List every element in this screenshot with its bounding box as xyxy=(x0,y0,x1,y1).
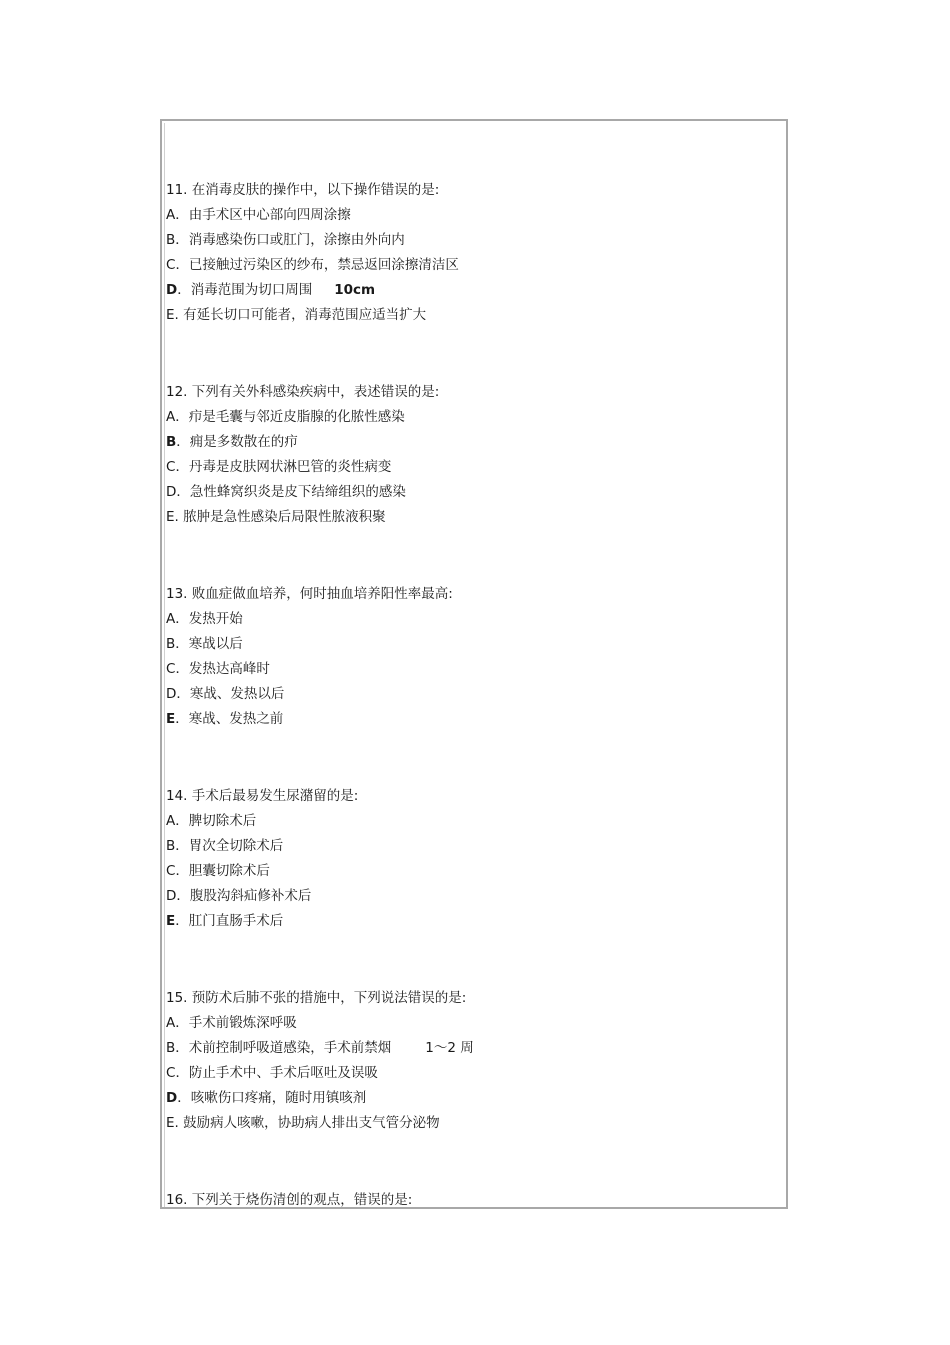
option-text: ．消毒感染伤口或肛门，涂擦由外向内 xyxy=(175,232,405,248)
option-a xyxy=(166,405,781,430)
option-text: ．防止手术中、手术后呕吐及误吸 xyxy=(175,1065,378,1081)
option-letter: C xyxy=(166,863,176,879)
option-text: ．术前控制呼吸道感染，手术前禁烟 xyxy=(175,1040,392,1056)
option-e xyxy=(166,303,781,328)
option-text: ．发热达高峰时 xyxy=(175,661,270,677)
option-text: ．胃次全切除术后 xyxy=(175,838,284,854)
option-letter: A xyxy=(166,813,176,829)
option-text: ．胆囊切除术后 xyxy=(175,863,270,879)
option-text: . 脓肿是急性感染后局限性脓液积聚 xyxy=(174,509,386,525)
question-stem: 11. 在消毒皮肤的操作中，以下操作错误的是: xyxy=(166,182,440,198)
document-frame xyxy=(160,119,788,1209)
option-text: ．咳嗽伤口疼痛，随时用镇咳剂 xyxy=(177,1090,367,1106)
option-text: ．腹股沟斜疝修补术后 xyxy=(176,888,312,904)
option-text: ．脾切除术后 xyxy=(175,813,257,829)
question-15 xyxy=(166,986,781,1136)
question-14 xyxy=(166,784,781,934)
option-letter: A xyxy=(166,1015,176,1031)
option-letter: B xyxy=(166,232,176,248)
option-text: . 有延长切口可能者，消毒范围应适当扩大 xyxy=(174,307,427,323)
option-e xyxy=(166,909,781,934)
question-11 xyxy=(166,178,781,328)
option-letter: D xyxy=(166,1090,178,1106)
option-extra-value: 1～2 周 xyxy=(425,1040,474,1056)
option-d xyxy=(166,682,781,707)
question-13 xyxy=(166,582,781,732)
option-b xyxy=(166,1036,781,1061)
option-text: ．急性蜂窝织炎是皮下结缔组织的感染 xyxy=(176,484,406,500)
option-letter: E xyxy=(166,711,176,727)
option-text: ．肛门直肠手术后 xyxy=(175,913,284,929)
option-b xyxy=(166,228,781,253)
option-letter: E xyxy=(166,307,175,323)
option-b xyxy=(166,430,781,455)
option-letter: C xyxy=(166,459,176,475)
question-stem: 12. 下列有关外科感染疾病中，表述错误的是: xyxy=(166,384,440,400)
option-text: ．寒战、发热之前 xyxy=(175,711,284,727)
option-letter: A xyxy=(166,611,176,627)
option-a xyxy=(166,1011,781,1036)
option-extra-value: 10cm xyxy=(334,282,376,298)
question-stem: 14. 手术后最易发生尿潴留的是: xyxy=(166,788,359,804)
question-stem: 16. 下列关于烧伤清创的观点，错误的是: xyxy=(166,1192,413,1208)
option-letter: C xyxy=(166,1065,176,1081)
option-letter: A xyxy=(166,207,176,223)
option-text: . 鼓励病人咳嗽，协助病人排出支气管分泌物 xyxy=(174,1115,440,1131)
option-letter: C xyxy=(166,257,176,273)
option-c xyxy=(166,657,781,682)
option-letter: D xyxy=(166,686,177,702)
option-letter: E xyxy=(166,1115,175,1131)
option-text: ．由手术区中心部向四周涂擦 xyxy=(175,207,351,223)
option-letter: D xyxy=(166,484,177,500)
option-text: ．痈是多数散在的疖 xyxy=(176,434,298,450)
option-e xyxy=(166,707,781,732)
option-b xyxy=(166,834,781,859)
option-c xyxy=(166,1061,781,1086)
option-text: ．发热开始 xyxy=(175,611,243,627)
option-a xyxy=(166,809,781,834)
option-d xyxy=(166,1086,781,1111)
option-d xyxy=(166,884,781,909)
option-letter: D xyxy=(166,888,177,904)
option-text: ．疖是毛囊与邻近皮脂腺的化脓性感染 xyxy=(175,409,405,425)
option-c xyxy=(166,455,781,480)
option-a xyxy=(166,607,781,632)
option-c xyxy=(166,859,781,884)
frame-inner-border xyxy=(164,123,165,1207)
option-letter: C xyxy=(166,661,176,677)
option-text: ．已接触过污染区的纱布，禁忌返回涂擦清洁区 xyxy=(175,257,459,273)
option-letter: E xyxy=(166,913,176,929)
option-d xyxy=(166,278,781,303)
option-letter: B xyxy=(166,838,176,854)
question-16 xyxy=(166,1188,781,1209)
option-d xyxy=(166,480,781,505)
option-c xyxy=(166,253,781,278)
option-letter: A xyxy=(166,409,176,425)
option-text: ．丹毒是皮肤网状淋巴管的炎性病变 xyxy=(175,459,392,475)
option-letter: B xyxy=(166,1040,176,1056)
option-letter: D xyxy=(166,282,178,298)
option-text: ．消毒范围为切口周围 xyxy=(177,282,313,298)
option-letter: B xyxy=(166,434,177,450)
option-e xyxy=(166,1111,781,1136)
option-b xyxy=(166,632,781,657)
option-text: ．寒战、发热以后 xyxy=(176,686,285,702)
option-letter: B xyxy=(166,636,176,652)
option-text: ．寒战以后 xyxy=(175,636,243,652)
option-letter: E xyxy=(166,509,175,525)
option-a xyxy=(166,203,781,228)
question-12 xyxy=(166,380,781,530)
option-e xyxy=(166,505,781,530)
question-stem: 13. 败血症做血培养，何时抽血培养阳性率最高: xyxy=(166,586,453,602)
question-stem: 15. 预防术后肺不张的措施中，下列说法错误的是: xyxy=(166,990,467,1006)
option-text: ．手术前锻炼深呼吸 xyxy=(175,1015,297,1031)
